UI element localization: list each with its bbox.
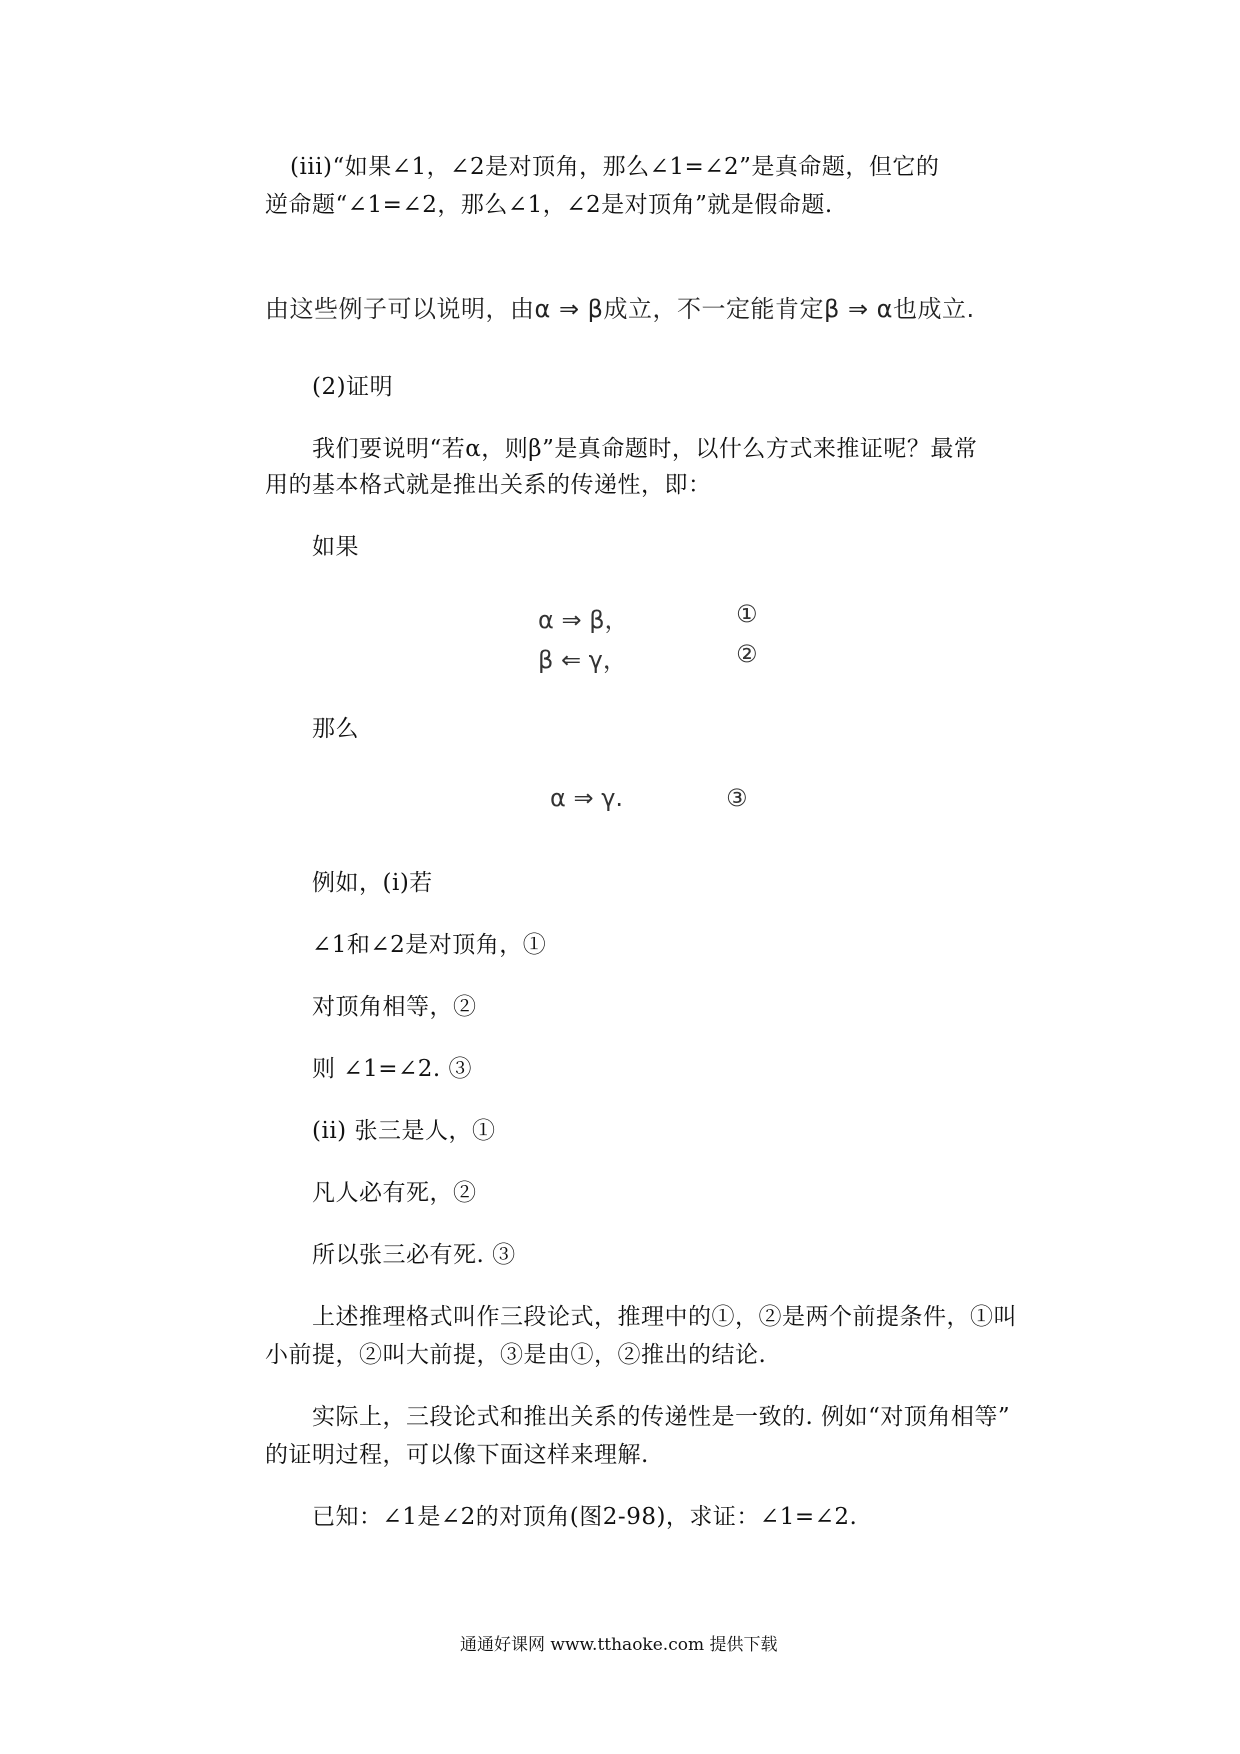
syllogism-line2: 小前提，②叫大前提，③是由①，②推出的结论. xyxy=(265,1342,767,1368)
syllogism-line1: 上述推理格式叫作三段论式，推理中的①，②是两个前提条件，①叫 xyxy=(312,1304,1017,1330)
formula-2-mark: ② xyxy=(736,640,758,668)
formula-2 xyxy=(538,640,627,675)
section-heading: (2)证明 xyxy=(312,374,394,400)
known-line: 已知：∠1是∠2的对顶角(图2-98)，求证：∠1=∠2. xyxy=(312,1504,858,1530)
formula-1-expr: α ⇒ β， xyxy=(538,606,629,634)
example-i-intro: 例如，(i)若 xyxy=(312,870,433,896)
formula-3-mark: ③ xyxy=(726,784,748,812)
if-word: 如果 xyxy=(312,534,359,560)
example-ii-step1: (ii) 张三是人，① xyxy=(312,1118,496,1144)
example-i-step1: ∠1和∠2是对顶角，① xyxy=(312,932,547,958)
example-i-step3: 则 ∠1=∠2. ③ xyxy=(312,1056,473,1082)
example-ii-step3: 所以张三必有死. ③ xyxy=(312,1242,516,1268)
examples-conclusion: 由这些例子可以说明，由α ⇒ β成立，不一定能肯定β ⇒ α也成立. xyxy=(265,295,975,323)
formula-1-mark: ① xyxy=(736,600,758,628)
formula-3 xyxy=(550,784,623,812)
actual-line1: 实际上，三段论式和推出关系的传递性是一致的. 例如“对顶角相等” xyxy=(312,1404,1011,1430)
then-word: 那么 xyxy=(312,716,359,742)
footer-text: 通通好课网 www.tthaoke.com 提供下载 xyxy=(460,1635,778,1655)
intro-line1: 我们要说明“若α，则β”是真命题时，以什么方式来推证呢？最常 xyxy=(312,436,978,462)
intro-line2: 用的基本格式就是推出关系的传递性，即： xyxy=(265,472,712,498)
example-ii-step2: 凡人必有死，② xyxy=(312,1180,477,1206)
example-i-step2: 对顶角相等，② xyxy=(312,994,477,1020)
formula-3-expr: α ⇒ γ. xyxy=(550,784,624,812)
formula-2-expr: β ⇐ γ， xyxy=(538,646,627,674)
actual-line2: 的证明过程，可以像下面这样来理解. xyxy=(265,1442,649,1468)
paragraph-iii-line1: (iii)“如果∠1，∠2是对顶角，那么∠1=∠2”是真命题，但它的 xyxy=(290,154,940,180)
paragraph-iii-line2: 逆命题“∠1=∠2，那么∠1，∠2是对顶角”就是假命题. xyxy=(265,192,833,218)
formula-1 xyxy=(538,600,629,635)
